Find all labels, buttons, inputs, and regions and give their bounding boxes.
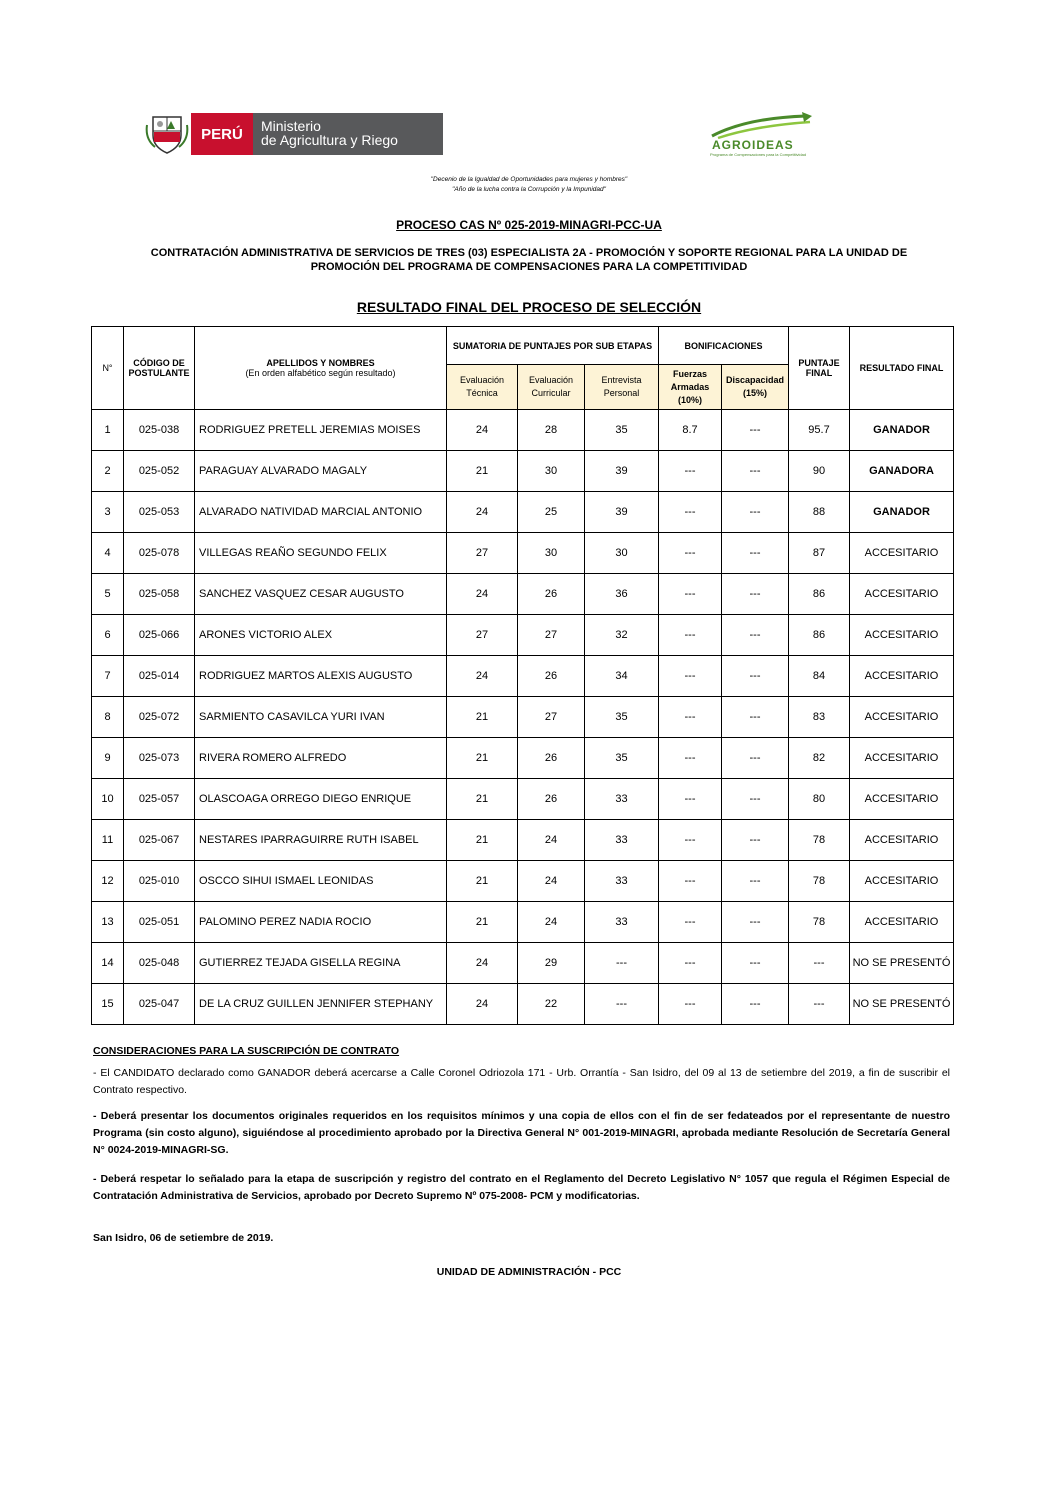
cell-nombre: SARMIENTO CASAVILCA YURI IVAN [195, 697, 447, 738]
table-row [92, 533, 954, 574]
cell-discapacidad: --- [722, 574, 789, 615]
discapacidad-header-line2: (15%) [742, 388, 767, 398]
cell-discapacidad: --- [722, 656, 789, 697]
table-row [92, 902, 954, 943]
ministerio-line2: de Agricultura y Riego [261, 132, 398, 148]
entrevista-header-line1: Entrevista [601, 375, 642, 385]
cell-discapacidad: --- [722, 820, 789, 861]
cell-entrevista: --- [585, 984, 659, 1025]
cell-fuerzas: 8.7 [659, 410, 722, 451]
cell-curricular: 30 [518, 451, 585, 492]
cell-discapacidad: --- [722, 861, 789, 902]
cell-curricular: 24 [518, 861, 585, 902]
fuerzas-header-line2: Armadas [670, 381, 710, 392]
cell-puntaje: 78 [789, 861, 850, 902]
cell-fuerzas: --- [659, 451, 722, 492]
col-codigo-header [124, 327, 195, 410]
cell-curricular: 30 [518, 533, 585, 574]
resultado-title: RESULTADO FINAL DEL PROCESO DE SELECCIÓN [356, 299, 702, 315]
cell-nombre: RIVERA ROMERO ALFREDO [195, 738, 447, 779]
cell-entrevista: 39 [585, 492, 659, 533]
table-row [92, 820, 954, 861]
cell-puntaje: 90 [789, 451, 850, 492]
cell-fuerzas: --- [659, 492, 722, 533]
cell-codigo: 025-047 [124, 984, 195, 1025]
cell-puntaje: 87 [789, 533, 850, 574]
cell-discapacidad: --- [722, 697, 789, 738]
cell-puntaje: 78 [789, 820, 850, 861]
cell-nombre: PALOMINO PEREZ NADIA ROCIO [195, 902, 447, 943]
cell-n: 6 [92, 615, 124, 656]
cell-entrevista: 35 [585, 410, 659, 451]
curricular-header-line1: Evaluación [528, 375, 574, 385]
cell-puntaje: 86 [789, 615, 850, 656]
cell-tecnica: 21 [447, 697, 518, 738]
cell-nombre: GUTIERREZ TEJADA GISELLA REGINA [195, 943, 447, 984]
cell-tecnica: 27 [447, 533, 518, 574]
cell-puntaje: --- [789, 984, 850, 1025]
cell-discapacidad: --- [722, 492, 789, 533]
cell-n: 10 [92, 779, 124, 820]
cell-discapacidad: --- [722, 410, 789, 451]
cell-entrevista: 35 [585, 738, 659, 779]
cell-nombre: PARAGUAY ALVARADO MAGALY [195, 451, 447, 492]
cell-curricular: 26 [518, 779, 585, 820]
cell-puntaje: 95.7 [789, 410, 850, 451]
cell-codigo: 025-048 [124, 943, 195, 984]
cell-codigo: 025-067 [124, 820, 195, 861]
cell-n: 11 [92, 820, 124, 861]
cell-curricular: 22 [518, 984, 585, 1025]
tecnica-header-line1: Evaluación [459, 375, 505, 385]
cell-fuerzas: --- [659, 984, 722, 1025]
agroideas-swoosh-icon [706, 112, 818, 140]
cell-resultado: NO SE PRESENTÓ [850, 943, 954, 984]
table-row [92, 779, 954, 820]
cell-n: 7 [92, 656, 124, 697]
nombres-header-line1: APELLIDOS Y NOMBRES [266, 358, 375, 368]
cell-tecnica: 27 [447, 615, 518, 656]
ministerio-line1: Ministerio [261, 118, 321, 134]
cell-tecnica: 21 [447, 738, 518, 779]
contratacion-title [0, 246, 1058, 274]
cell-tecnica: 21 [447, 902, 518, 943]
minagri-logo [143, 113, 443, 155]
cell-fuerzas: --- [659, 615, 722, 656]
cell-discapacidad: --- [722, 615, 789, 656]
cell-codigo: 025-051 [124, 902, 195, 943]
entrevista-header-line2: Personal [603, 388, 640, 398]
cell-codigo: 025-066 [124, 615, 195, 656]
cell-entrevista: 32 [585, 615, 659, 656]
cell-n: 5 [92, 574, 124, 615]
cell-resultado: ACCESITARIO [850, 779, 954, 820]
consideracion-1: - El CANDIDATO declarado como GANADOR deberá acercarse a Calle Coronel Odriozola 171 - Urb. Orrantía - San Isidro, del 09 al 13 de setiembre del 2019, a fin de suscribir el Contrato respectivo. [93, 1067, 950, 1096]
cell-resultado: GANADOR [850, 492, 954, 533]
cell-curricular: 26 [518, 656, 585, 697]
cell-discapacidad: --- [722, 984, 789, 1025]
cell-fuerzas: --- [659, 861, 722, 902]
cell-entrevista: 33 [585, 779, 659, 820]
table-row [92, 574, 954, 615]
decenio-line2: "Año de la lucha contra la Corrupción y la Impunidad" [452, 186, 606, 193]
col-resultado-header: RESULTADO FINAL [850, 327, 954, 410]
cell-fuerzas: --- [659, 533, 722, 574]
cell-nombre: ARONES VICTORIO ALEX [195, 615, 447, 656]
nombres-header-line2: (En orden alfabético según resultado) [245, 368, 396, 378]
cell-resultado: ACCESITARIO [850, 820, 954, 861]
cell-codigo: 025-053 [124, 492, 195, 533]
cell-puntaje: 83 [789, 697, 850, 738]
cell-codigo: 025-072 [124, 697, 195, 738]
cell-tecnica: 21 [447, 861, 518, 902]
cell-fuerzas: --- [659, 656, 722, 697]
cell-n: 15 [92, 984, 124, 1025]
col-tecnica-header [447, 365, 518, 410]
cell-fuerzas: --- [659, 697, 722, 738]
cell-nombre: OSCCO SIHUI ISMAEL LEONIDAS [195, 861, 447, 902]
cell-resultado: ACCESITARIO [850, 861, 954, 902]
proceso-title: PROCESO CAS Nº 025-2019-MINAGRI-PCC-UA [396, 218, 662, 232]
consideracion-3: - Deberá respetar lo señalado para la etapa de suscripción y registro del contrato en el Reglamento del Decreto Legislativo N° 1057 que regula el Régimen Especial de Contratación Administrativa de Servicios, aprobado por Decreto Supremo Nº 075-2008- PCM y modificatorias. [93, 1173, 950, 1202]
cell-codigo: 025-010 [124, 861, 195, 902]
col-bonificaciones-header: BONIFICACIONES [659, 327, 789, 365]
cell-resultado: ACCESITARIO [850, 902, 954, 943]
results-table-body [92, 410, 954, 1025]
cell-entrevista: --- [585, 943, 659, 984]
cell-entrevista: 33 [585, 902, 659, 943]
cell-n: 12 [92, 861, 124, 902]
cell-tecnica: 21 [447, 779, 518, 820]
cell-puntaje: 88 [789, 492, 850, 533]
cell-fuerzas: --- [659, 574, 722, 615]
cell-puntaje: 82 [789, 738, 850, 779]
cell-discapacidad: --- [722, 943, 789, 984]
table-row [92, 697, 954, 738]
agroideas-logo [706, 112, 818, 162]
col-curricular-header [518, 365, 585, 410]
table-row [92, 943, 954, 984]
col-n-header: N° [92, 327, 124, 410]
cell-resultado: ACCESITARIO [850, 574, 954, 615]
cell-codigo: 025-078 [124, 533, 195, 574]
cell-discapacidad: --- [722, 451, 789, 492]
cell-discapacidad: --- [722, 902, 789, 943]
cell-entrevista: 36 [585, 574, 659, 615]
table-row [92, 984, 954, 1025]
cell-nombre: RODRIGUEZ MARTOS ALEXIS AUGUSTO [195, 656, 447, 697]
peru-label: PERÚ [191, 113, 253, 155]
agroideas-label: AGROIDEAS [712, 138, 794, 152]
agroideas-subtitle: Programa de Compensaciones para la Competitividad [710, 152, 807, 157]
cell-resultado: GANADOR [850, 410, 954, 451]
cell-resultado: ACCESITARIO [850, 697, 954, 738]
consideraciones-title: CONSIDERACIONES PARA LA SUSCRIPCIÓN DE CONTRATO [93, 1045, 400, 1057]
cell-entrevista: 35 [585, 697, 659, 738]
unidad-firma: UNIDAD DE ADMINISTRACIÓN - PCC [436, 1266, 622, 1278]
table-row [92, 738, 954, 779]
cell-fuerzas: --- [659, 820, 722, 861]
cell-tecnica: 21 [447, 451, 518, 492]
col-puntaje-header [789, 327, 850, 410]
cell-resultado: NO SE PRESENTÓ [850, 984, 954, 1025]
cell-tecnica: 24 [447, 574, 518, 615]
cell-fuerzas: --- [659, 779, 722, 820]
cell-nombre: VILLEGAS REAÑO SEGUNDO FELIX [195, 533, 447, 574]
cell-curricular: 27 [518, 697, 585, 738]
cell-entrevista: 39 [585, 451, 659, 492]
decenio-line1: "Decenio de la Igualdad de Oportunidades para mujeres y hombres" [430, 176, 628, 183]
peru-coat-of-arms-icon [143, 113, 191, 155]
cell-nombre: SANCHEZ VASQUEZ CESAR AUGUSTO [195, 574, 447, 615]
cell-discapacidad: --- [722, 533, 789, 574]
cell-fuerzas: --- [659, 943, 722, 984]
cell-entrevista: 33 [585, 861, 659, 902]
cell-puntaje: 80 [789, 779, 850, 820]
cell-curricular: 28 [518, 410, 585, 451]
col-sumatoria-header: SUMATORIA DE PUNTAJES POR SUB ETAPAS [447, 327, 659, 365]
cell-tecnica: 21 [447, 820, 518, 861]
cell-tecnica: 24 [447, 984, 518, 1025]
cell-puntaje: 78 [789, 902, 850, 943]
cell-resultado: ACCESITARIO [850, 615, 954, 656]
tecnica-header-line2: Técnica [466, 388, 498, 398]
fuerzas-header-line1: Fuerzas [672, 368, 707, 379]
cell-puntaje: --- [789, 943, 850, 984]
cell-entrevista: 30 [585, 533, 659, 574]
curricular-header-line2: Curricular [531, 388, 571, 398]
cell-curricular: 24 [518, 902, 585, 943]
cell-curricular: 25 [518, 492, 585, 533]
cell-puntaje: 86 [789, 574, 850, 615]
codigo-header-line2: POSTULANTE [128, 368, 190, 378]
cell-codigo: 025-057 [124, 779, 195, 820]
fuerzas-header-line3: (10%) [677, 394, 702, 405]
contratacion-line2: PROMOCIÓN DEL PROGRAMA DE COMPENSACIONES PARA LA COMPETITIVIDAD [310, 261, 748, 273]
cell-n: 1 [92, 410, 124, 451]
cell-nombre: OLASCOAGA ORREGO DIEGO ENRIQUE [195, 779, 447, 820]
cell-codigo: 025-038 [124, 410, 195, 451]
cell-discapacidad: --- [722, 738, 789, 779]
cell-n: 9 [92, 738, 124, 779]
cell-tecnica: 24 [447, 943, 518, 984]
cell-resultado: ACCESITARIO [850, 533, 954, 574]
cell-n: 13 [92, 902, 124, 943]
cell-curricular: 24 [518, 820, 585, 861]
fecha-lugar: San Isidro, 06 de setiembre de 2019. [93, 1232, 274, 1244]
puntaje-header-line2: FINAL [805, 368, 833, 378]
cell-entrevista: 34 [585, 656, 659, 697]
cell-discapacidad: --- [722, 779, 789, 820]
ministerio-label [253, 113, 443, 155]
cell-n: 3 [92, 492, 124, 533]
cell-codigo: 025-058 [124, 574, 195, 615]
cell-curricular: 26 [518, 738, 585, 779]
col-nombres-header [195, 327, 447, 410]
cell-tecnica: 24 [447, 410, 518, 451]
cell-n: 4 [92, 533, 124, 574]
cell-resultado: ACCESITARIO [850, 738, 954, 779]
results-table [91, 326, 954, 1025]
cell-n: 2 [92, 451, 124, 492]
cell-fuerzas: --- [659, 902, 722, 943]
table-row [92, 861, 954, 902]
cell-n: 8 [92, 697, 124, 738]
cell-entrevista: 33 [585, 820, 659, 861]
cell-n: 14 [92, 943, 124, 984]
table-row [92, 615, 954, 656]
cell-curricular: 26 [518, 574, 585, 615]
col-discapacidad-header [722, 365, 789, 410]
cell-codigo: 025-073 [124, 738, 195, 779]
table-row [92, 410, 954, 451]
cell-codigo: 025-052 [124, 451, 195, 492]
cell-curricular: 29 [518, 943, 585, 984]
discapacidad-header-line1: Discapacidad [725, 375, 785, 385]
cell-nombre: DE LA CRUZ GUILLEN JENNIFER STEPHANY [195, 984, 447, 1025]
cell-curricular: 27 [518, 615, 585, 656]
cell-resultado: GANADORA [850, 451, 954, 492]
cell-puntaje: 84 [789, 656, 850, 697]
codigo-header-line1: CÓDIGO DE [133, 358, 185, 368]
cell-fuerzas: --- [659, 738, 722, 779]
col-entrevista-header [585, 365, 659, 410]
consideracion-2: - Deberá presentar los documentos originales requeridos en los requisitos mínimos y una copia de ellos con el fin de ser fedateados por el representante de nuestro Programa (sin costo alguno), siguiéndose al procedimiento aprobado por la Directiva General N° 001-2019-MINAGRI, aprobada mediante Resolución de Secretaría General N° 0024-2019-MINAGRI-SG. [93, 1110, 950, 1156]
table-row [92, 451, 954, 492]
cell-nombre: ALVARADO NATIVIDAD MARCIAL ANTONIO [195, 492, 447, 533]
puntaje-header-line1: PUNTAJE [798, 358, 840, 368]
cell-resultado: ACCESITARIO [850, 656, 954, 697]
header-row-1 [92, 327, 954, 365]
cell-codigo: 025-014 [124, 656, 195, 697]
cell-tecnica: 24 [447, 656, 518, 697]
table-row [92, 656, 954, 697]
table-row [92, 492, 954, 533]
cell-nombre: NESTARES IPARRAGUIRRE RUTH ISABEL [195, 820, 447, 861]
cell-tecnica: 24 [447, 492, 518, 533]
contratacion-line1: CONTRATACIÓN ADMINISTRATIVA DE SERVICIOS DE TRES (03) ESPECIALISTA 2A - PROMOCIÓN Y SOPORTE REGIONAL PARA LA UNIDAD DE [150, 247, 908, 259]
cell-nombre: RODRIGUEZ PRETELL JEREMIAS MOISES [195, 410, 447, 451]
col-fuerzas-header [659, 365, 722, 410]
